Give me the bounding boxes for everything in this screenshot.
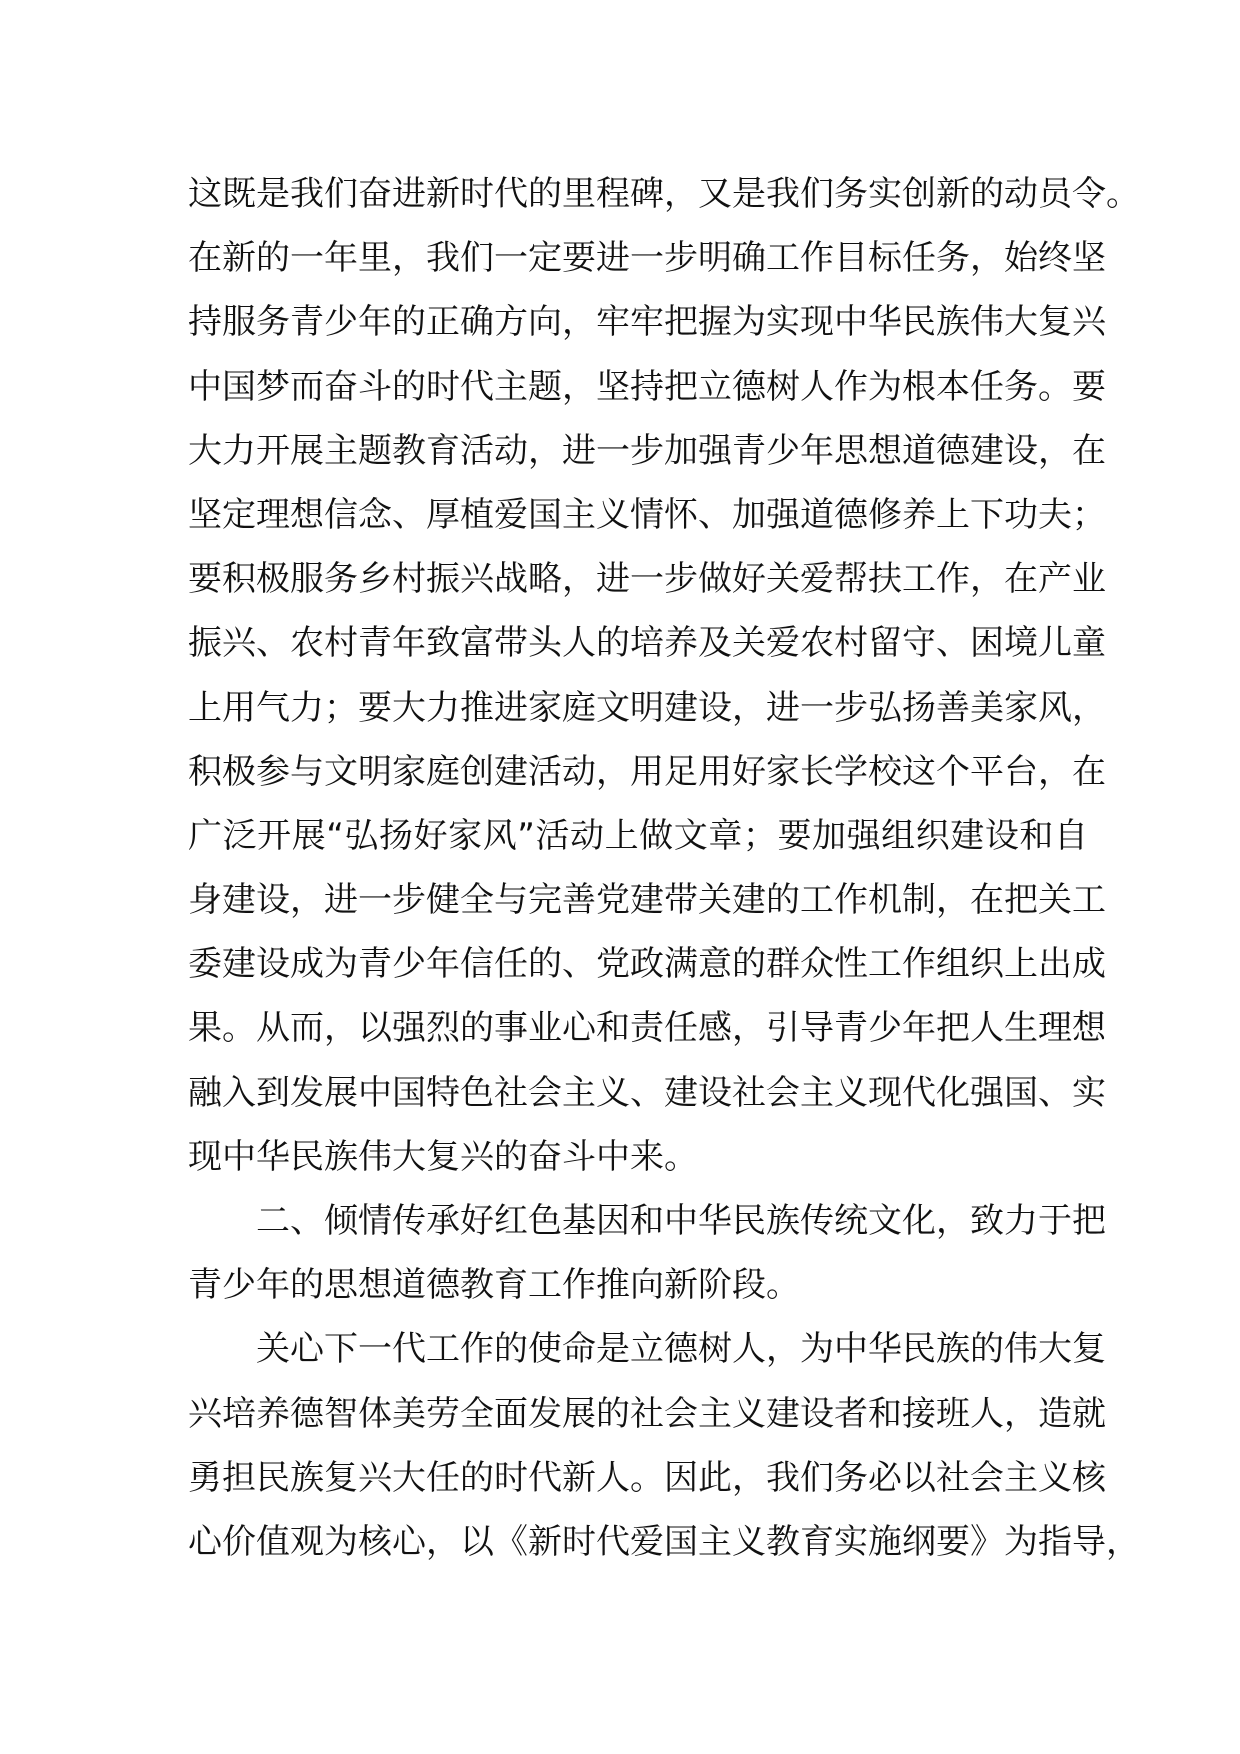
- text-line: 持服务青少年的正确方向，牢牢把握为实现中华民族伟大复兴: [188, 302, 1106, 343]
- section-heading-line: 青少年的思想道德教育工作推向新阶段。: [188, 1265, 800, 1306]
- text-line: 现中华民族伟大复兴的奋斗中来。: [188, 1136, 698, 1177]
- text-line: 要积极服务乡村振兴战略，进一步做好关爱帮扶工作，在产业: [188, 559, 1106, 600]
- text-line: 这既是我们奋进新时代的里程碑，又是我们务实创新的动员令。: [188, 174, 1140, 214]
- text-line: 融入到发展中国特色社会主义、建设社会主义现代化强国、实: [188, 1072, 1106, 1113]
- text-line: 中国梦而奋斗的时代主题，坚持把立德树人作为根本任务。要: [188, 366, 1106, 407]
- body-text: [188, 162, 1140, 1574]
- text-line: 勇担民族复兴大任的时代新人。因此，我们务必以社会主义核: [188, 1457, 1106, 1498]
- text-line: 广泛开展“弘扬好家风”活动上做文章；要加强组织建设和自: [188, 815, 1088, 856]
- text-line: 心价值观为核心，以《新时代爱国主义教育实施纲要》为指导，: [188, 1521, 1140, 1562]
- text-line: 在新的一年里，我们一定要进一步明确工作目标任务，始终坚: [188, 238, 1106, 279]
- text-line: 关心下一代工作的使命是立德树人，为中华民族的伟大复: [256, 1329, 1106, 1370]
- text-line: 振兴、农村青年致富带头人的培养及关爱农村留守、困境儿童: [188, 623, 1106, 664]
- text-line: 大力开展主题教育活动，进一步加强青少年思想道德建设，在: [188, 430, 1106, 471]
- text-line: 身建设，进一步健全与完善党建带关建的工作机制，在把关工: [188, 880, 1106, 921]
- section-heading-line: 二、倾情传承好红色基因和中华民族传统文化，致力于把: [256, 1201, 1106, 1241]
- text-line: 坚定理想信念、厚植爱国主义情怀、加强道德修养上下功夫；: [188, 494, 1106, 535]
- text-line: 委建设成为青少年信任的、党政满意的群众性工作组织上出成: [188, 944, 1106, 985]
- text-line: 上用气力；要大力推进家庭文明建设，进一步弘扬善美家风，: [188, 687, 1106, 728]
- text-line: 兴培养德智体美劳全面发展的社会主义建设者和接班人，造就: [188, 1393, 1106, 1434]
- text-line: 积极参与文明家庭创建活动，用足用好家长学校这个平台，在: [188, 751, 1106, 792]
- text-line: 果。从而，以强烈的事业心和责任感，引导青少年把人生理想: [188, 1008, 1106, 1049]
